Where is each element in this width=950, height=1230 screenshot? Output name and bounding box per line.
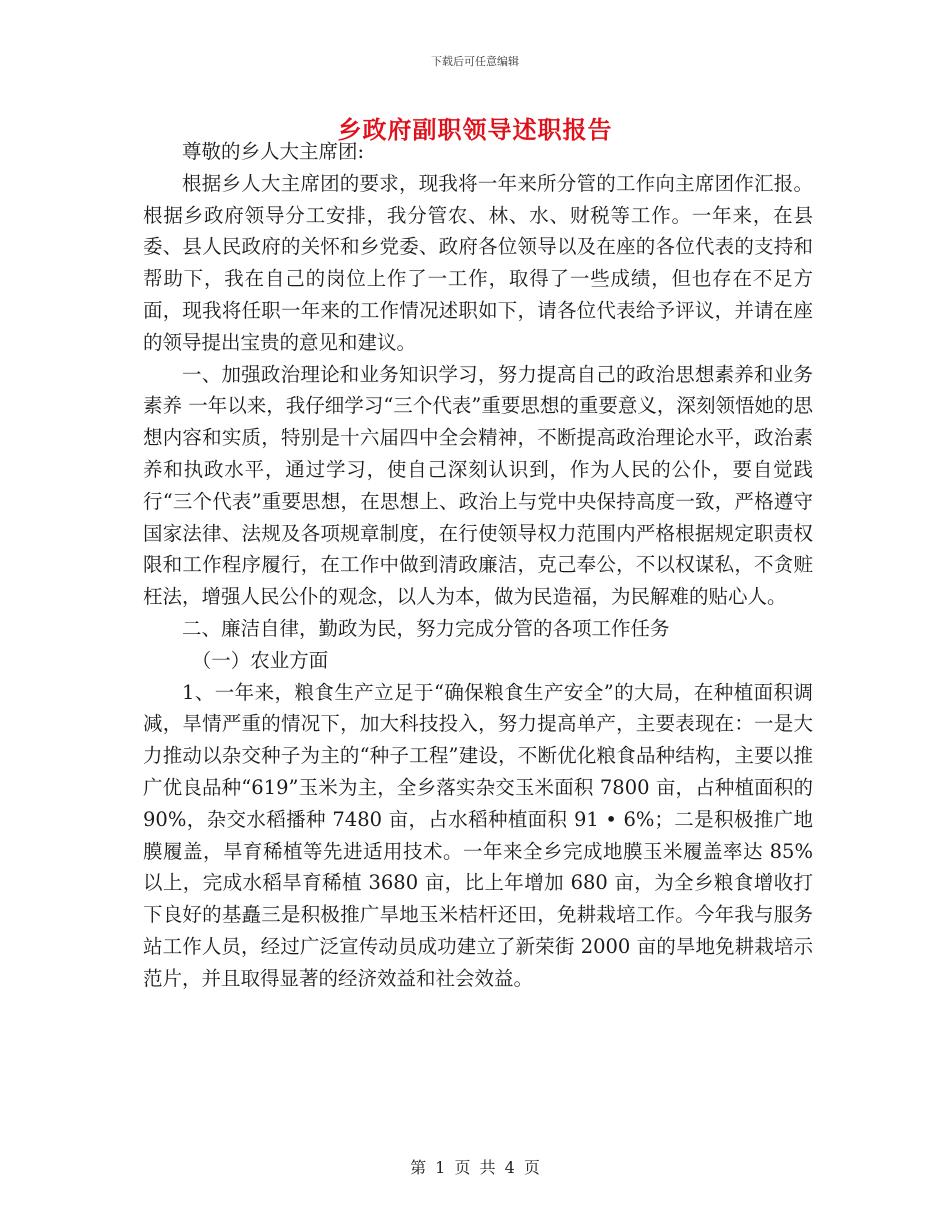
document-title: 乡政府副职领导述职报告 (337, 116, 613, 144)
page-number-footer: 第 1 页 共 4 页 (410, 1158, 540, 1177)
agriculture-item-one-paragraph: 1、一年来，粮食生产立足于“确保粮食生产安全”的大局，在种植面积调减，旱情严重的情况下，加大科技投入，努力提高单产，主要表现在：一是大力推动以杂交种子为主的“种子工程”建设，不断优化粮食品种结构，主要以推广优良品种“619”玉米为主，全乡落实杂交玉米面积 7800 亩，占种植面积的 90%，杂交水稻播种 7480 亩，占水稻种植面积 91 • 6%；二是积极推广地膜履盖，旱育稀植等先进适用技术。一年来全乡完成地膜玉米履盖率达 85%以上，完成水稻旱育稀植 3680 亩，比上年增加 680 亩，为全乡粮食增收打下良好的基矗三是积极推广旱地玉米桔杆还田，免耕栽培工作。今年我与服务站工作人员，经过广泛宣传动员成功建立了新荣街 2000 亩的旱地免耕栽培示范片，并且取得显著的经济效益和社会效益。 (143, 680, 813, 990)
salutation-paragraph: 尊敬的乡人大主席团: (182, 140, 365, 163)
subsection-agriculture-heading: （一）农业方面 (191, 648, 329, 672)
document-body (143, 136, 813, 995)
section-two-heading: 二、廉洁自律，勤政为民，努力完成分管的各项工作任务 (182, 616, 670, 640)
intro-paragraph: 根据乡人大主席团的要求，现我将一年来所分管的工作向主席团作汇报。根据乡政府领导分工安排，我分管农、林、水、财税等工作。一年来，在县委、县人民政府的关怀和乡党委、政府各位领导以及在座的各位代表的支持和帮助下，我在自己的岗位上作了一工作，取得了一些成绩，但也存在不足方面，现我将任职一年来的工作情况述职如下，请各位代表给予评议，并请在座的领导提出宝贵的意见和建议。 (143, 171, 813, 354)
section-one-paragraph: 一、加强政治理论和业务知识学习，努力提高自己的政治思想素养和业务素养 一年以来，我仔细学习“三个代表”重要思想的重要意义，深刻领悟她的思想内容和实质，特别是十六届四中全会精神，不断提高政治理论水平，政治素养和执政水平，通过学习，使自己深刻认识到，作为人民的公仆，要自觉践行“三个代表”重要思想，在思想上、政治上与党中央保持高度一致，严格遵守国家法律、法规及各项规章制度，在行使领导权力范围内严格根据规定职责权限和工作程序履行，在工作中做到清政廉洁，克己奉公，不以权谋私，不贪赃枉法，增强人民公仆的观念，以人为本，做为民造福，为民解难的贴心人。 (143, 362, 813, 609)
page-header-note: 下载后可任意编辑 (431, 55, 519, 68)
